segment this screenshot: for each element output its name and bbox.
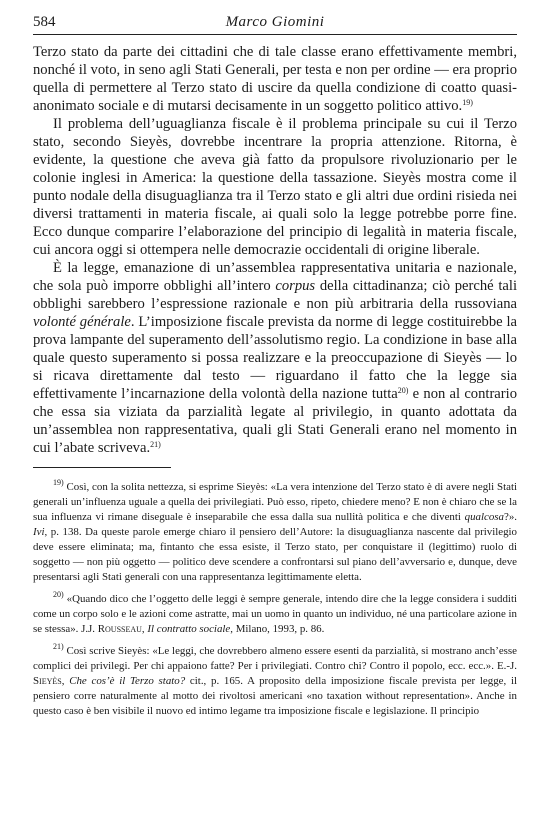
text-run: , xyxy=(141,623,148,635)
text-run: Terzo stato da parte dei cittadini che di tale classe erano effettivamente membri, nonché il voto, in seno agli Stati Generali, per testa e non per ordine — era proprio quella di permettere al Terzo stato di uscire da quella condizione di coatto quasi-anonimato sociale e di mutarsi decisamente in un soggetto politico attivo. xyxy=(33,44,517,114)
book-page xyxy=(33,10,517,726)
text-run: , Milano, 1993, p. 86. xyxy=(230,623,325,635)
paragraph xyxy=(33,43,517,115)
italic-run: Che cos’è il Terzo stato? xyxy=(69,675,186,687)
text-run: Così scrive Sieyès: «Le leggi, che dovrebbero almeno essere esenti da parzialità, si mostrano anch’esse complici dei privilegi. Per chi appaiono fatte? Per i privilegiati. Contro chi? Contro il popolo, ecc. ecc.». E.-J. xyxy=(33,645,517,672)
author-name: Rousseau xyxy=(97,623,142,635)
footnote-marker: 19) xyxy=(53,478,64,487)
text-run: ?». xyxy=(503,511,517,523)
running-head: Marco Giomini xyxy=(225,14,325,30)
page-header xyxy=(33,10,517,35)
text-run: Il problema dell’uguaglianza fiscale è il problema principale su cui il Terzo stato, secondo Sieyès, dovrebbe incentrare la propria attenzione. Ritorna, è evidente, la questione che aveva già fatto da propulsore rivoluzionario per le colonie inglesi in America: la questione della tassazione. Sieyès mostra come il punto nodale della disuguaglianza tra il Terzo stato e gli altri due ordini risieda nei diversi trattamenti in materia fiscale, ai quali solo la legge potrebbe porre fine. Ecco dunque comparire l’elaborazione del principio di legalità in materia fiscale, cui ancora oggi si ottempera nelle democrazie occidentali di origine liberale. xyxy=(33,116,517,258)
page-number: 584 xyxy=(33,14,56,30)
italic-run: Ivi xyxy=(33,526,45,538)
text-run: È la legge, emanazione di un’assemblea rappresentativa unitaria e nazionale, che sola può imporre obblighi all’intero xyxy=(33,260,517,294)
text-run: «Quando dico che l’oggetto delle leggi è sempre generale, intendo dire che la legge considera i sudditi come un corpo solo e le azioni come astratte, mai un uomo in quanto un individuo, né una particolare azione in se stessa». J.J. xyxy=(33,593,517,635)
text-run: , p. 138. Da queste parole emerge chiaro il pensiero dell’Autore: la disuguaglianza nascente dal privilegio deve essere eliminata; ma, fintanto che essa esiste, il Terzo stato, per conquistare il (legittimo) ruolo di soggetto — non più oggetto — politico deve scendere a confrontarsi sul piano dell’avversario e, dunque, deve presentarsi agli Stati generali con una rappresentanza legittimamente eletta. xyxy=(33,526,517,583)
footnotes xyxy=(33,480,517,719)
text-run: . L’imposizione fiscale prevista da norme di legge costituirebbe la prova lampante del superamento dell’assolutismo regio. La condizione in base alla quale questo superamento si possa realizzare e la preoccupazione di Sieyès — lo si ricava direttamente dal testo — riguardano il fatto che la legge sia effettivamente l’incarnazione della volontà della nazione tutta xyxy=(33,314,517,402)
text-run: cit., p. 165. A proposito della imposizione fiscale prevista per legge, il pensiero corre naturalmente al motto dei rivoltosi americani «no taxation without representation». Anche in questo caso è ben visibile il nuovo ed intimo legame tra imposizione fiscale e legislazione. Il principio xyxy=(33,675,517,717)
body-text xyxy=(33,43,517,457)
italic-run: Il contratto sociale xyxy=(147,623,231,635)
italic-run: volonté générale xyxy=(33,314,131,330)
text-run: della cittadinanza; ciò perché tali obblighi sarebbero l’espressione razionale e non più arbitraria della russoviana xyxy=(33,278,518,312)
paragraph xyxy=(33,259,517,457)
footnote-marker: 21) xyxy=(53,642,64,651)
text-run: Così, con la solita nettezza, si esprime Sieyès: «La vera intenzione del Terzo stato è di avere negli Stati generali un’influenza uguale a quella dei privilegiati. Può esso, ripeto, chiedere meno? E non è chiaro che se la sua influenza vi rimane diseguale è inseparabile che essa dalla sua nullità politica e che diventi xyxy=(33,481,517,523)
footnote-rule xyxy=(33,467,171,468)
paragraph xyxy=(33,115,517,259)
footnote-marker: 20) xyxy=(397,386,409,395)
footnote-marker: 19) xyxy=(462,98,473,107)
author-name: Sieyès xyxy=(33,675,62,687)
footnote xyxy=(33,644,517,719)
italic-run: corpus xyxy=(275,278,316,294)
italic-run: qualcosa xyxy=(464,511,504,523)
text-run: e non al contrario che essa sia viziata da parzialità legate al privilegio, in quanto adottata da un’assemblea non rappresentativa, quali gli Stati Generali erano nel momento in cui l’abate scriveva. xyxy=(33,386,517,456)
footnote-marker: 20) xyxy=(53,590,64,599)
text-run: , xyxy=(61,675,70,687)
footnote xyxy=(33,592,517,637)
footnote-marker: 21) xyxy=(150,440,161,449)
footnote xyxy=(33,480,517,585)
